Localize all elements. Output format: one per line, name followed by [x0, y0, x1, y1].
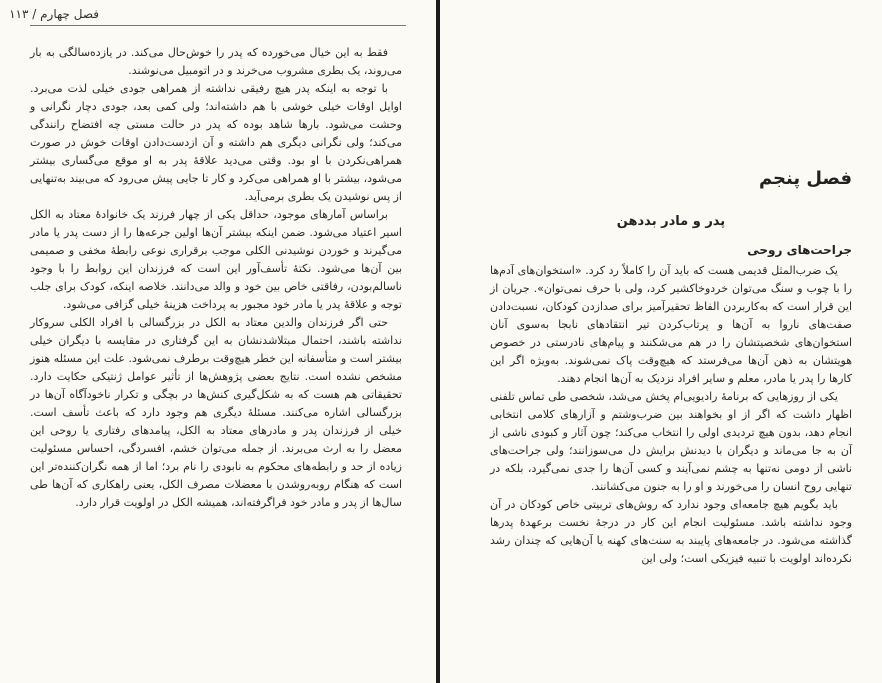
paragraph: براساس آمارهای موجود، حداقل یکی از چهار فرزند یک خانوادهٔ معتاد به الکل اسیر اعتیاد می‌شود. ضمن اینکه بیشتر آن‌ها اولین جرعه‌ها را از دست پدر یا مادر می‌گیرند و خوردن نوشیدنی الکلی موجب برقراری نوعی رابطهٔ مخفی و صمیمی بین آن‌ها می‌شود. نکتهٔ تأسف‌آور این است که فرزندان این روابط را با وجود ناسالم‌بودن، رفاقتی خاص بین خود و والد می‌دانند. خلاصه اینکه، کودک برای جلب توجه و علاقهٔ پدر یا مادر خود مجبور به پرداخت هزینهٔ خیلی گزافی می‌شود. — [30, 208, 402, 311]
chapter-subtitle: پدر و مادر بددهن — [616, 214, 726, 229]
right-page-body — [490, 262, 852, 568]
page-header: فصل چهارم / ۱۱۳ — [9, 7, 99, 21]
left-page-body — [30, 44, 402, 512]
paragraph: حتی اگر فرزندان والدین معتاد به الکل در بزرگسالی با افراد الکلی سروکار نداشته باشند، احتمال مبتلاشدنشان به این گرفتاری در مقایسه با دیگران خیلی بیشتر است و متأسفانه این خطر هیچ‌وقت برطرف نمی‌شود. علت این مسئله هنوز مشخص نشده است. نتایج بعضی پژوهش‌ها از تأثیر عوامل ژنتیکی حکایت دارد. تحقیقاتی هم هست که به شکل‌گیری کنش‌ها در بچگی و تکرار ناخودآگاه آن‌ها در بزرگسالی اشاره می‌کنند. مسئلهٔ دیگری هم وجود دارد که باعث تأسف است. خیلی از فرزندان پدر و مادرهای معتاد به الکل، پیامدهای رفتاری یا روحی این معضل را به ارث می‌برند. از جمله می‌توان خشم، افسردگی، احساس مسئولیت زیاده از حد و رابطه‌های محکوم به نابودی را نام برد؛ اما از همه نگران‌کننده‌تر این است که هنگام روبه‌روشدن با معضلات مصرف الکل، یعنی راهکاری که آن‌ها طی سال‌ها از پدر و مادر خود فراگرفته‌اند، همیشه الکل در اولویت قرار دارد. — [30, 316, 402, 509]
header-rule — [30, 25, 406, 26]
paragraph: باید بگویم هیچ جامعه‌ای وجود ندارد که روش‌های تربیتی خاص کودکان در آن وجود نداشته باشد. مسئولیت انجام این کار در درجهٔ نخست برعهدهٔ پدرها گذاشته می‌شود. در جامعه‌های پایبند به سنت‌های کهنه یا آن‌هایی که چندان رشد نکرده‌اند اولویت با تنبیه فیزیکی است؛ ولی این — [490, 498, 852, 565]
left-page — [0, 0, 436, 683]
paragraph: یکی از روزهایی که برنامهٔ رادیویی‌ام پخش می‌شد، شخصی طی تماس تلفنی اظهار داشت که اگر از او بخواهند بین ضرب‌وشتم و آزارهای کلامی انتخابی انجام دهد، بدون هیچ تردیدی اولی را انتخاب می‌کند؛ چون آثار و کبودی ناشی از آن به جا می‌ماند و دیگران با دیدنش برایش دل می‌سوزانند؛ ولی جراحت‌های ناشی از دومی نه‌تنها به چشم نمی‌آیند و کسی آن‌ها را جدی نمی‌گیرد، بلکه در تنهایی روح انسان را می‌خورند و او را به جنون می‌کشانند. — [490, 390, 852, 493]
section-heading: جراحت‌های روحی — [747, 243, 852, 257]
paragraph: فقط به این خیال می‌خورده که پدر را خوش‌حال می‌کند. در یازده‌سالگی به بار می‌روند، یک بطری مشروب می‌خرند و در اتومبیل می‌نوشند. — [30, 46, 402, 77]
paragraph: یک ضرب‌المثل قدیمی هست که باید آن را کاملاً رد کرد. «استخوان‌های آدم‌ها را با چوب و سنگ می‌توان خردوخاکشیر کرد، ولی با حرف نمی‌توان». جریان از این قرار است که به‌کاربردن الفاظ تحقیرآمیز برای صدازدن کودکان، نسبت‌دادن صفت‌های ناروا به آن‌ها و پرتاب‌کردن تیر انتقادهای نابجا به‌سوی آنان استخوان‌های شخصیتشان را در هم می‌شکنند و پیام‌های نادرستی در خصوص هویتشان به ذهن آن‌ها می‌فرستد که هیچ‌وقت پاک نمی‌شوند. به‌ویژه اگر این کارها را پدر یا مادر، معلم و سایر افراد نزدیک به آن‌ها انجام دهند. — [490, 264, 852, 385]
chapter-title: فصل پنجم — [758, 168, 852, 189]
paragraph: با توجه به اینکه پدر هیچ رفیقی نداشته از همراهی جودی خیلی لذت می‌برد. اوایل اوقات خیلی خوشی با هم داشته‌اند؛ ولی کمی بعد، جودی دچار نگرانی و وحشت می‌شود. بارها شاهد بوده که پدر در حالت مستی چه افتضاح رانندگی می‌کند؛ ولی نگرانی دیگری هم داشته و آن ازدست‌دادن اوقات خوش در صورت همراهی‌نکردن با او بود. وقتی می‌دید علاقهٔ پدر به او موقع می‌گساری بیشتر می‌شود، بیشتر با او همراهی می‌کرد و کار تا جایی پیش می‌رود که می‌بیند به‌تنهایی از پس نوشیدن یک بطری برمی‌آید. — [30, 82, 402, 203]
right-page — [440, 0, 882, 683]
